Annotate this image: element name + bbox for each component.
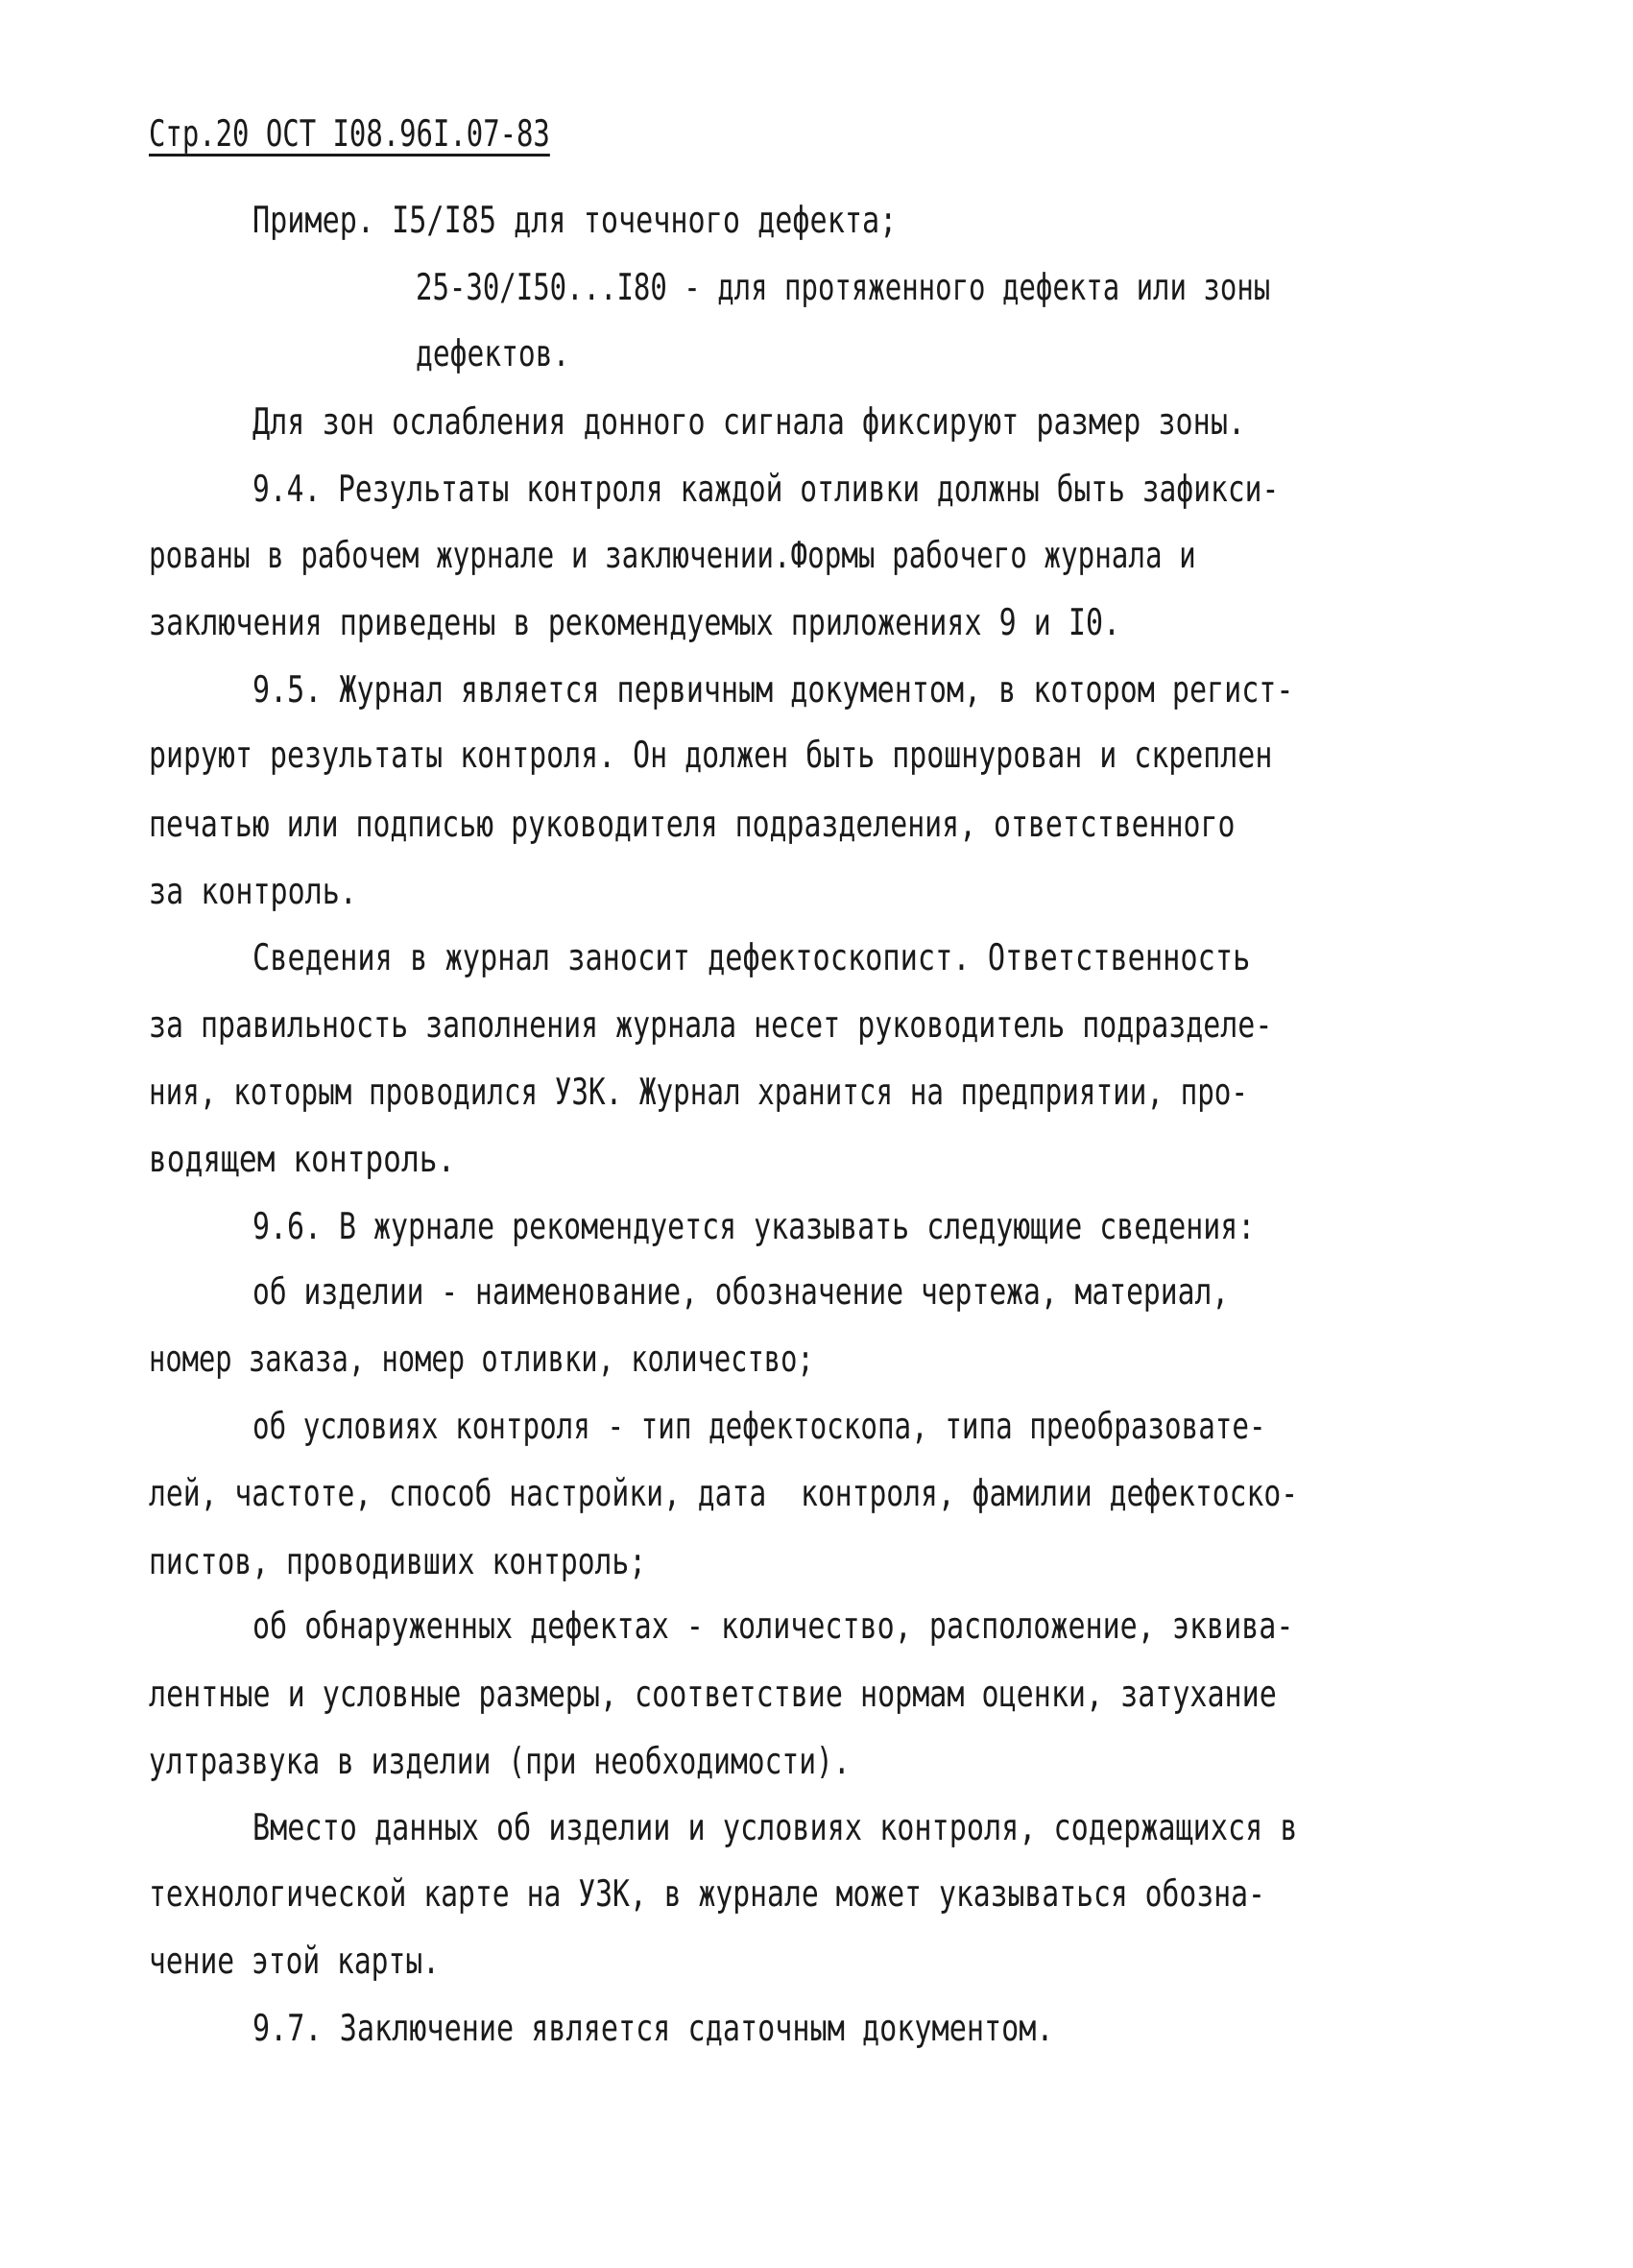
- text-line: Пример. I5/I85 для точечного дефекта;: [252, 199, 898, 241]
- text-line: за контроль.: [149, 870, 357, 912]
- text-line: Вместо данных об изделии и условиях контроля, содержащихся в: [252, 1806, 1298, 1848]
- text-line: 9.6. В журнале рекомендуется указывать следующие сведения:: [252, 1205, 1256, 1247]
- text-line: лей, частоте, способ настройки, дата контроля, фамилии дефектоско-: [149, 1472, 1299, 1514]
- text-line: ния, которым проводился УЗК. Журнал хранится на предприятии, про-: [149, 1071, 1249, 1113]
- text-line: пистов, проводивших контроль;: [149, 1540, 647, 1582]
- text-line: рируют результаты контроля. Он должен быть прошнурован и скреплен: [149, 734, 1273, 776]
- text-line: заключения приведены в рекомендуемых приложениях 9 и I0.: [149, 601, 1121, 643]
- text-line: водящем контроль.: [149, 1138, 456, 1180]
- text-line: ултразвука в изделии (при необходимости).: [149, 1740, 851, 1782]
- text-line: дефектов.: [416, 332, 570, 374]
- text-line: Сведения в журнал заносит дефектоскопист. Ответственность: [252, 936, 1251, 978]
- text-line: рованы в рабочем журнале и заключении.Формы рабочего журнала и: [149, 534, 1196, 576]
- text-line: об условиях контроля - тип дефектоскопа, типа преобразовате-: [252, 1405, 1266, 1447]
- text-line: лентные и условные размеры, соответствие нормам оценки, затухание: [149, 1673, 1277, 1715]
- text-line: 9.4. Результаты контроля каждой отливки должны быть зафикси-: [252, 468, 1280, 510]
- text-line: печатью или подписью руководителя подразделения, ответственного: [149, 803, 1236, 845]
- text-line: 25-30/I50...I80 - для протяженного дефекта или зоны: [416, 266, 1271, 308]
- text-line: 9.7. Заключение является сдаточным документом.: [252, 2007, 1054, 2049]
- text-line: об обнаруженных дефектах - количество, расположение, эквива-: [252, 1604, 1294, 1647]
- text-line: за правильность заполнения журнала несет руководитель подразделе-: [149, 1003, 1273, 1046]
- text-line: технологической карте на УЗК, в журнале может указываться обозна-: [149, 1872, 1265, 1915]
- text-line: номер заказа, номер отливки, количество;: [149, 1338, 814, 1380]
- page-header: Стр.20 ОСТ I08.96I.07-83: [149, 112, 550, 155]
- text-line: 9.5. Журнал является первичным документом, в котором регист-: [252, 668, 1294, 711]
- text-line: об изделии - наименование, обозначение чертежа, материал,: [252, 1270, 1230, 1313]
- text-line: Для зон ослабления донного сигнала фиксируют размер зоны.: [252, 400, 1246, 443]
- text-line: чение этой карты.: [149, 1940, 440, 1982]
